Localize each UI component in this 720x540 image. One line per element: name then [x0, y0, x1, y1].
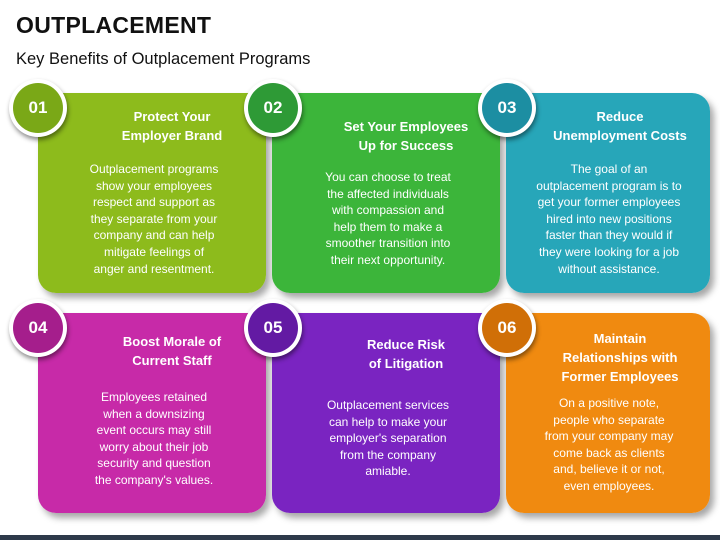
card-description: On a positive note, people who separate from your company may come back as clients and, believe it or not, even employees.: [544, 396, 674, 493]
card-description: Outplacement programs show your employees respect and support as they separate from your company and can help mitigate feelings of anger and resentment.: [89, 162, 219, 276]
benefit-card-02: [272, 93, 500, 293]
slide-subtitle: Key Benefits of Outplacement Programs: [16, 50, 311, 68]
number-badge-disc: 02: [248, 83, 298, 133]
number-badge-disc: 01: [13, 83, 63, 133]
number-badge-01: [9, 79, 67, 137]
benefit-card-01: [38, 93, 266, 293]
number-badge-disc: 04: [13, 303, 63, 353]
card-description: The goal of an outplacement program is to get your former employees hired into new positions faster than they would if they were looking for a job without assistance.: [536, 162, 682, 276]
number-badge-02: [244, 79, 302, 137]
number-badge-disc: 06: [482, 303, 532, 353]
card-title: Set Your Employees Up for Success: [343, 119, 469, 153]
card-description: Employees retained when a downsizing event occurs may still worry about their job security and question the company's values.: [94, 390, 214, 487]
card-title: Boost Morale of Current Staff: [122, 334, 222, 368]
number-badge-03: [478, 79, 536, 137]
card-title: Reduce Risk of Litigation: [366, 337, 446, 371]
number-badge-06: [478, 299, 536, 357]
number-badge-05: [244, 299, 302, 357]
card-title: Reduce Unemployment Costs: [553, 109, 687, 143]
card-title: Protect Your Employer Brand: [121, 109, 223, 143]
footer-bar: [0, 535, 720, 540]
number-badge-04: [9, 299, 67, 357]
card-description: You can choose to treat the affected individuals with compassion and help them to make a smoother transition into their next opportunity.: [325, 170, 451, 267]
benefit-card-03: [506, 93, 710, 293]
benefit-card-04: [38, 313, 266, 513]
number-badge-disc: 05: [248, 303, 298, 353]
slide-title: OUTPLACEMENT: [16, 12, 212, 38]
number-badge-disc: 03: [482, 83, 532, 133]
benefit-card-05: [272, 313, 500, 513]
card-description: Outplacement services can help to make your employer's separation from the company amiable.: [326, 398, 450, 479]
benefit-card-06: [506, 313, 710, 513]
card-title: Maintain Relationships with Former Employees: [561, 331, 679, 384]
